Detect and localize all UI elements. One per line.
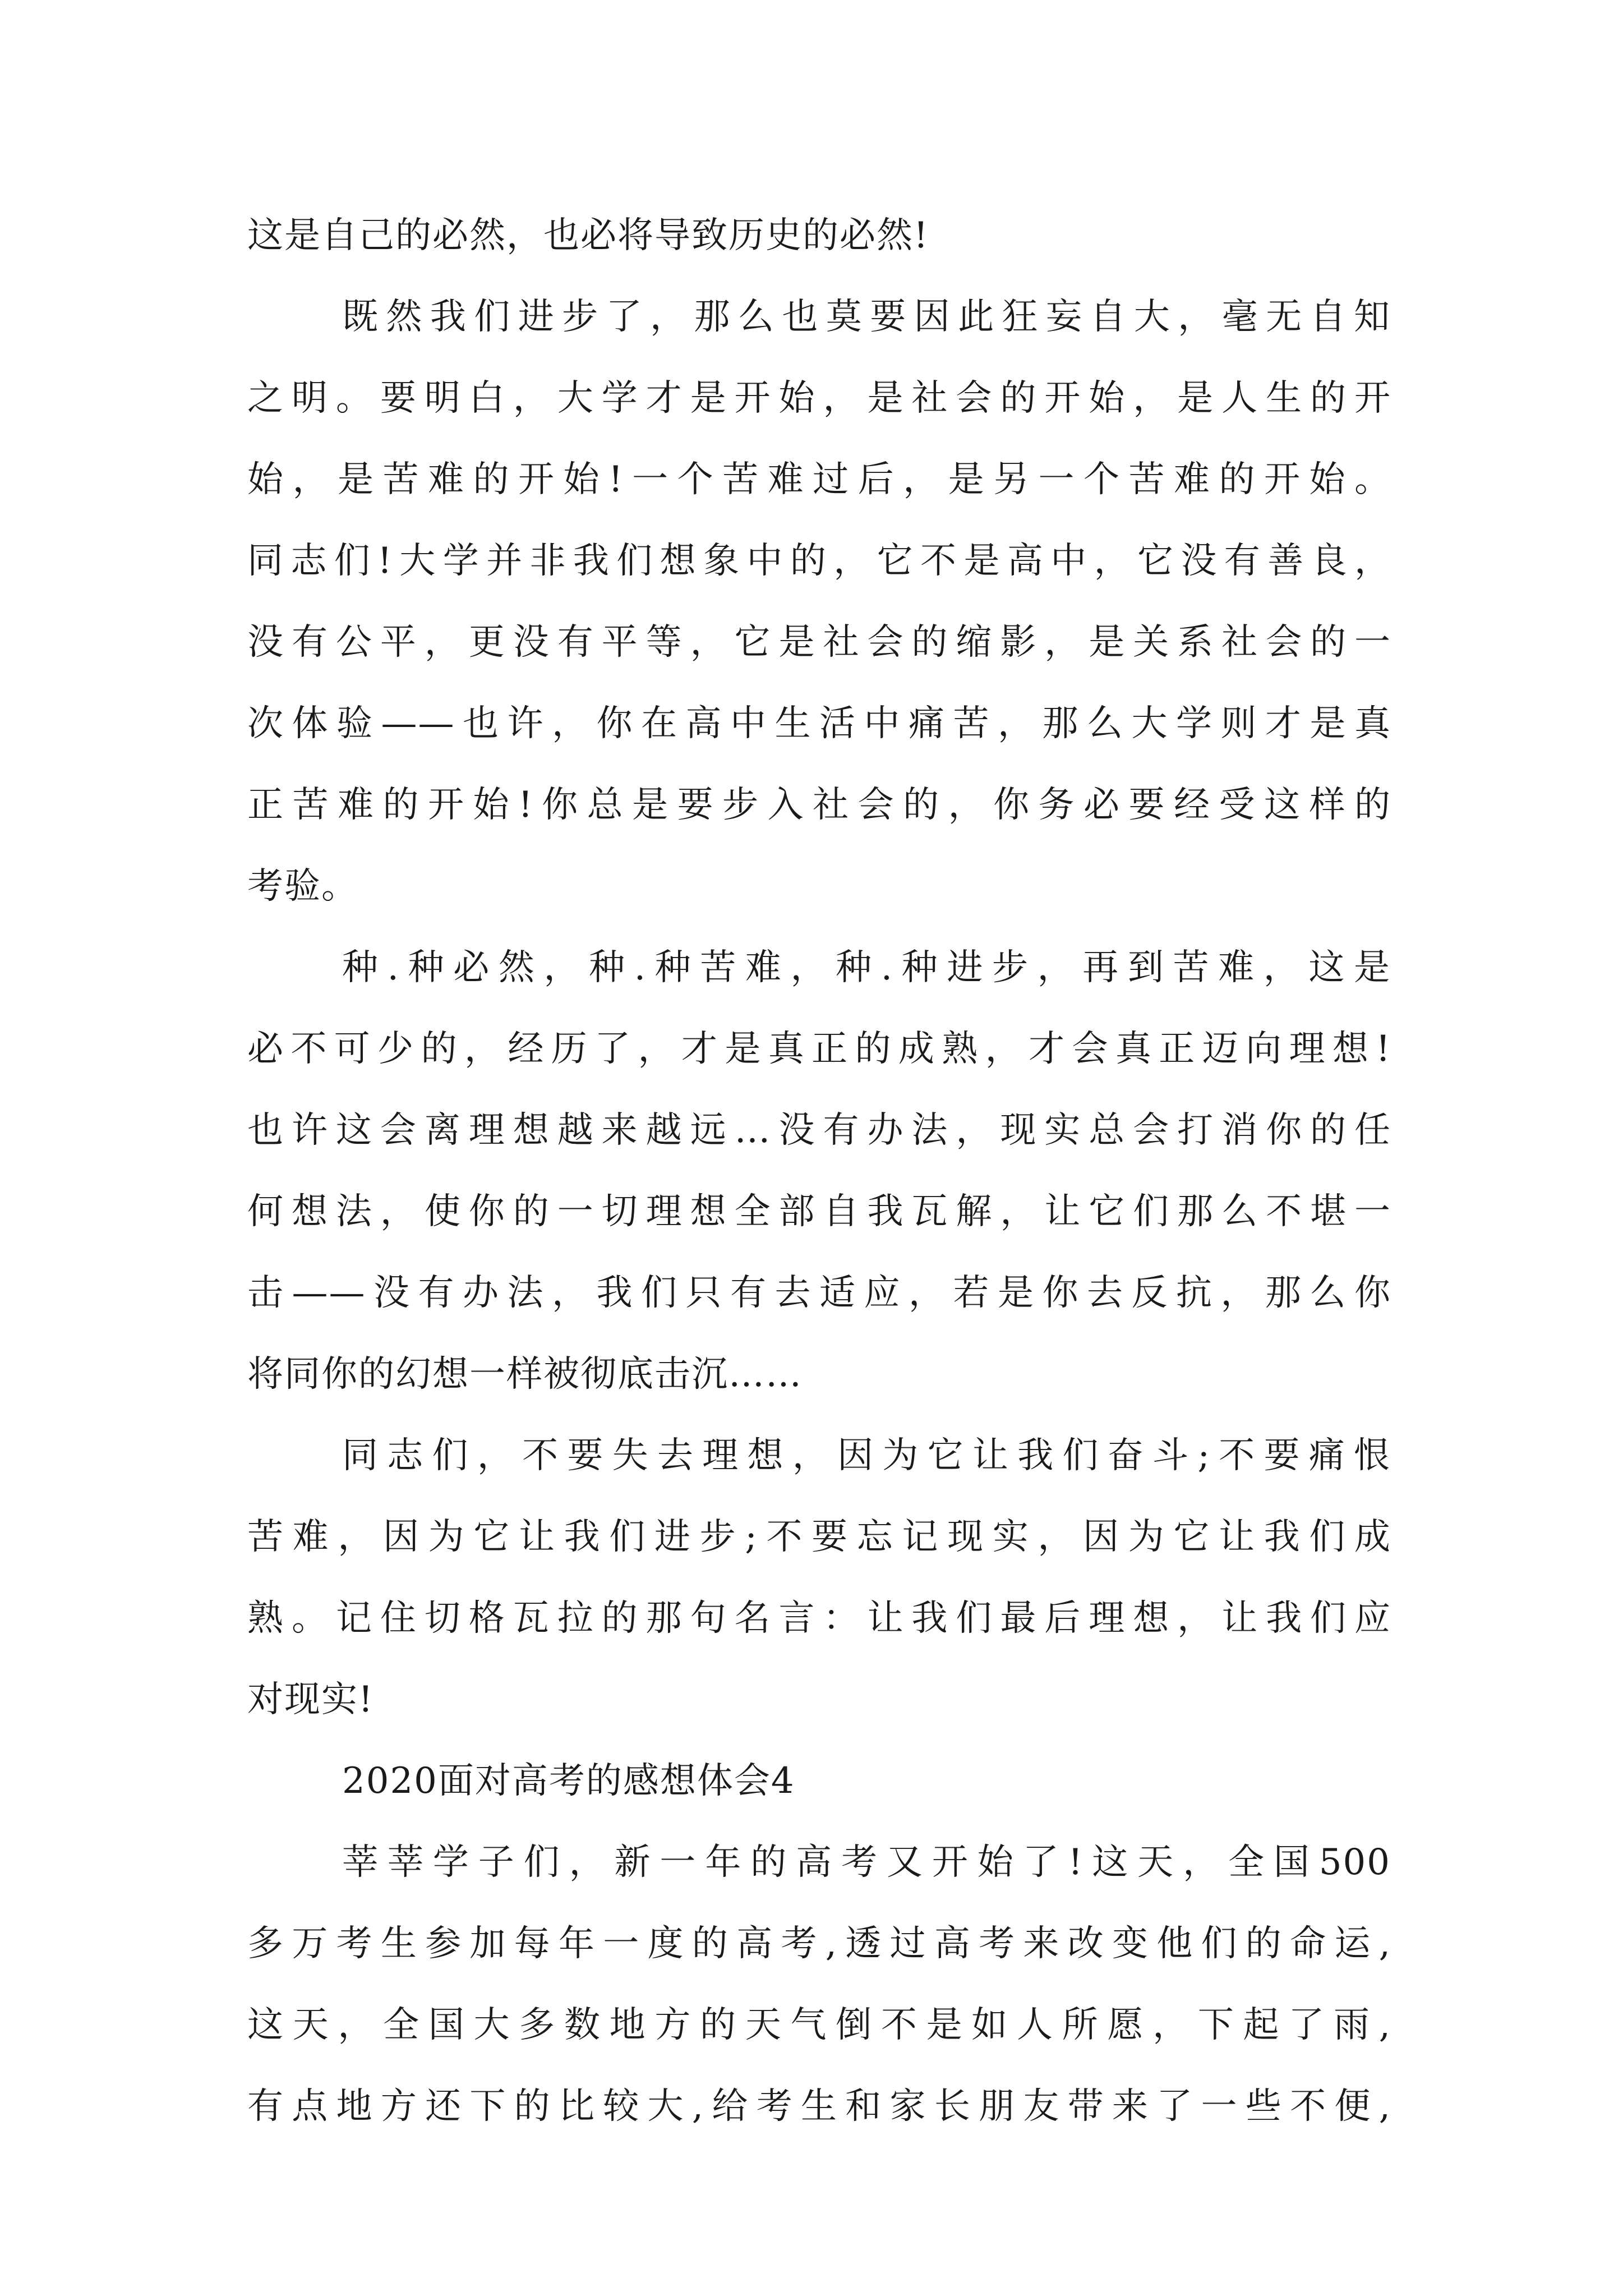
paragraph-line: 多万考生参加每年一度的高考,透过高考来改变他们的命运, bbox=[247, 1923, 1391, 1964]
paragraph-line: 苦难，因为它让我们进步;不要忘记现实，因为它让我们成 bbox=[247, 1516, 1391, 1558]
paragraph-line: 始，是苦难的开始!一个苦难过后，是另一个苦难的开始。 bbox=[247, 459, 1391, 500]
paragraph-line: 既然我们进步了，那么也莫要因此狂妄自大，毫无自知 bbox=[342, 296, 1391, 338]
paragraph-line: 没有公平，更没有平等，它是社会的缩影，是关系社会的一 bbox=[247, 622, 1391, 663]
paragraph-line: 何想法，使你的一切理想全部自我瓦解，让它们那么不堪一 bbox=[247, 1191, 1391, 1232]
paragraph-line: 这是自己的必然，也必将导致历史的必然! bbox=[247, 215, 929, 256]
paragraph-line: 也许这会离理想越来越远…没有办法，现实总会打消你的任 bbox=[247, 1110, 1391, 1151]
paragraph-line: 将同你的幻想一样被彻底击沉…… bbox=[247, 1354, 803, 1395]
section-heading: 2020面对高考的感想体会4 bbox=[342, 1760, 795, 1802]
paragraph-line: 这天，全国大多数地方的天气倒不是如人所愿，下起了雨, bbox=[247, 2004, 1391, 2046]
paragraph-line: 对现实! bbox=[247, 1679, 374, 1720]
paragraph-line: 种.种必然，种.种苦难，种.种进步，再到苦难，这是 bbox=[342, 947, 1391, 988]
paragraph-line: 必不可少的，经历了，才是真正的成熟，才会真正迈向理想! bbox=[247, 1028, 1391, 1070]
paragraph-line: 熟。记住切格瓦拉的那句名言：让我们最后理想，让我们应 bbox=[247, 1598, 1391, 1639]
paragraph-line: 次体验——也许，你在高中生活中痛苦，那么大学则才是真 bbox=[247, 703, 1391, 744]
paragraph-line: 击——没有办法，我们只有去适应，若是你去反抗，那么你 bbox=[247, 1272, 1391, 1314]
paragraph-line: 有点地方还下的比较大,给考生和家长朋友带来了一些不便, bbox=[247, 2086, 1391, 2127]
paragraph-line: 之明。要明白，大学才是开始，是社会的开始，是人生的开 bbox=[247, 378, 1391, 419]
paragraph-line: 正苦难的开始!你总是要步入社会的，你务必要经受这样的 bbox=[247, 784, 1391, 826]
paragraph-line: 莘莘学子们，新一年的高考又开始了!这天，全国500 bbox=[342, 1842, 1391, 1883]
paragraph-line: 考验。 bbox=[247, 866, 358, 907]
paragraph-line: 同志们!大学并非我们想象中的，它不是高中，它没有善良， bbox=[247, 540, 1391, 582]
paragraph-line: 同志们，不要失去理想，因为它让我们奋斗;不要痛恨 bbox=[342, 1435, 1391, 1476]
